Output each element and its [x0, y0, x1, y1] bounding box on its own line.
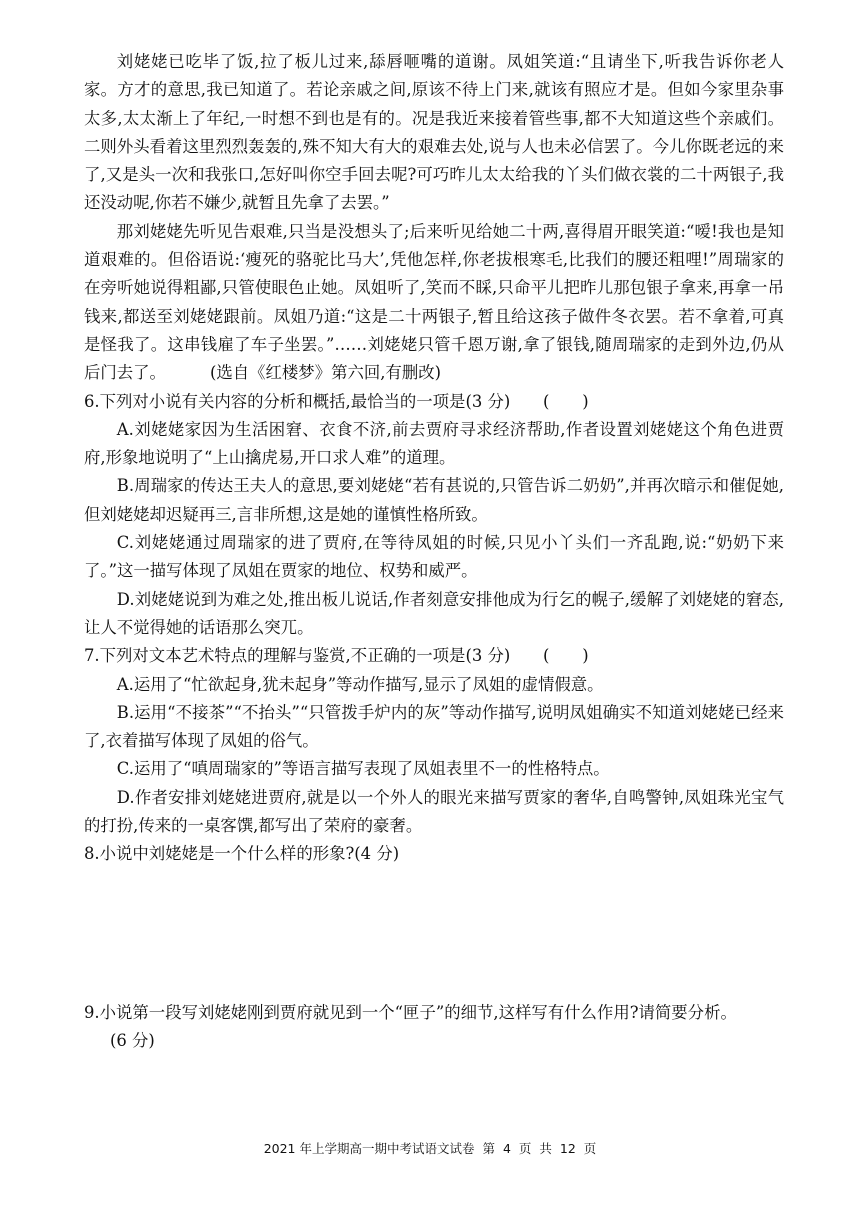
question-6-option-c: C.刘姥姥通过周瑞家的进了贾府,在等待凤姐的时候,只见小丫头们一齐乱跑,说:“奶奶下来了。”这一描写体现了凤姐在贾家的地位、权势和威严。 — [84, 533, 784, 581]
footer-page-number: 4 — [502, 1141, 511, 1156]
passage-paragraph-2 — [84, 218, 784, 388]
page-footer — [0, 1139, 860, 1157]
question-9-stem: 9.小说第一段写刘姥姥刚到贾府就见到一个“匣子”的细节,这样写有什么作用?请简要分析。 — [84, 1002, 737, 1022]
footer-total-label-1: 共 — [539, 1141, 552, 1156]
question-9-points: (6 分) — [110, 1030, 155, 1050]
question-7-option-d: D.作者安排刘姥姥进贾府,就是以一个外人的眼光来描写贾家的奢华,自鸣警钟,凤姐珠光宝气的打扮,传来的一桌客馔,都写出了荣府的豪奢。 — [84, 787, 784, 836]
question-6-stem: 6.下列对小说有关内容的分析和概括,最恰当的一项是(3 分) ( ) — [84, 391, 589, 411]
footer-total-label-2: 页 — [583, 1141, 597, 1156]
question-7-option-c: C.运用了“嗔周瑞家的”等语言描写表现了凤姐表里不一的性格特点。 — [116, 759, 610, 779]
question-7-stem: 7.下列对文本艺术特点的理解与鉴赏,不正确的一项是(3 分) ( ) — [84, 646, 589, 666]
question-8-answer-space — [84, 869, 784, 999]
footer-page-label-2: 页 — [518, 1141, 532, 1156]
question-6-option-d: D.刘姥姥说到为难之处,推出板儿说话,作者刻意安排他成为行乞的幌子,缓解了刘姥姥的窘态,让人不觉得她的话语那么突兀。 — [84, 589, 784, 637]
question-8-stem: 8.小说中刘姥姥是一个什么样的形象?(4 分) — [84, 844, 400, 864]
question-7-option-a: A.运用了“忙欲起身,犹未起身”等动作描写,显示了凤姐的虚情假意。 — [116, 674, 604, 694]
question-6-option-b: B.周瑞家的传达王夫人的意思,要刘姥姥“若有甚说的,只管告诉二奶奶”,并再次暗示和催促她,但刘姥姥却迟疑再三,言非所想,这是她的谨慎性格所致。 — [84, 476, 784, 524]
question-7-option-b: B.运用“不接茶”“不抬头”“只管拨手炉内的灰”等动作描写,说明凤姐确实不知道刘姥姥已经来了,衣着描写体现了凤姐的俗气。 — [84, 702, 784, 751]
footer-exam-title: 2021 年上学期高一期中考试语文试卷 — [263, 1141, 475, 1156]
passage-paragraph-1: 刘姥姥已吃毕了饭,拉了板儿过来,舔唇咂嘴的道谢。凤姐笑道:“且请坐下,听我告诉你老人家。方才的意思,我已知道了。若论亲戚之间,原该不待上门来,就该有照应才是。但如今家里杂事太多,太太渐上了年纪,一时想不到也是有的。况是我近来接着管些事,都不大知道这些个亲戚们。二则外头看着这里烈烈轰轰的,殊不知大有大的艰难去处,说与人也未必信罢了。今儿你既老远的来了,又是头一次和我张口,怎好叫你空手回去呢?可巧昨儿太太给我的丫头们做衣裳的二十两银子,我还没动呢,你若不嫌少,就暂且先拿了去罢。” — [84, 52, 784, 213]
question-6-option-a: A.刘姥姥家因为生活困窘、衣食不济,前去贾府寻求经济帮助,作者设置刘姥姥这个角色进贾府,形象地说明了“上山擒虎易,开口求人难”的道理。 — [84, 419, 784, 468]
footer-total-pages: 12 — [559, 1141, 576, 1156]
page-content — [84, 48, 784, 1055]
passage-paragraph-2-text: 那刘姥姥先听见告艰难,只当是没想头了;后来听见给她二十两,喜得眉开眼笑道:“嗳!我也是知道艰难的。但俗语说:‘瘦死的骆驼比马大’,凭他怎样,你老拔根寒毛,比我们的腰还粗哩!”周瑞家的在旁听她说得粗鄙,只管使眼色止她。凤姐听了,笑而不睬,只命平儿把昨儿那包银子拿来,再拿一吊钱来,都送至刘姥姥跟前。凤姐乃道:“这是二十两银子,暂且给这孩子做件冬衣罢。若不拿着,可真是怪我了。这串钱雇了车子坐罢。”……刘姥姥只管千恩万谢,拿了银钱,随周瑞家的走到外边,仍从后门去了。 — [84, 221, 784, 383]
passage-source: (选自《红楼梦》第六回,有删改) — [209, 363, 442, 383]
footer-page-label-1: 第 — [482, 1141, 495, 1156]
